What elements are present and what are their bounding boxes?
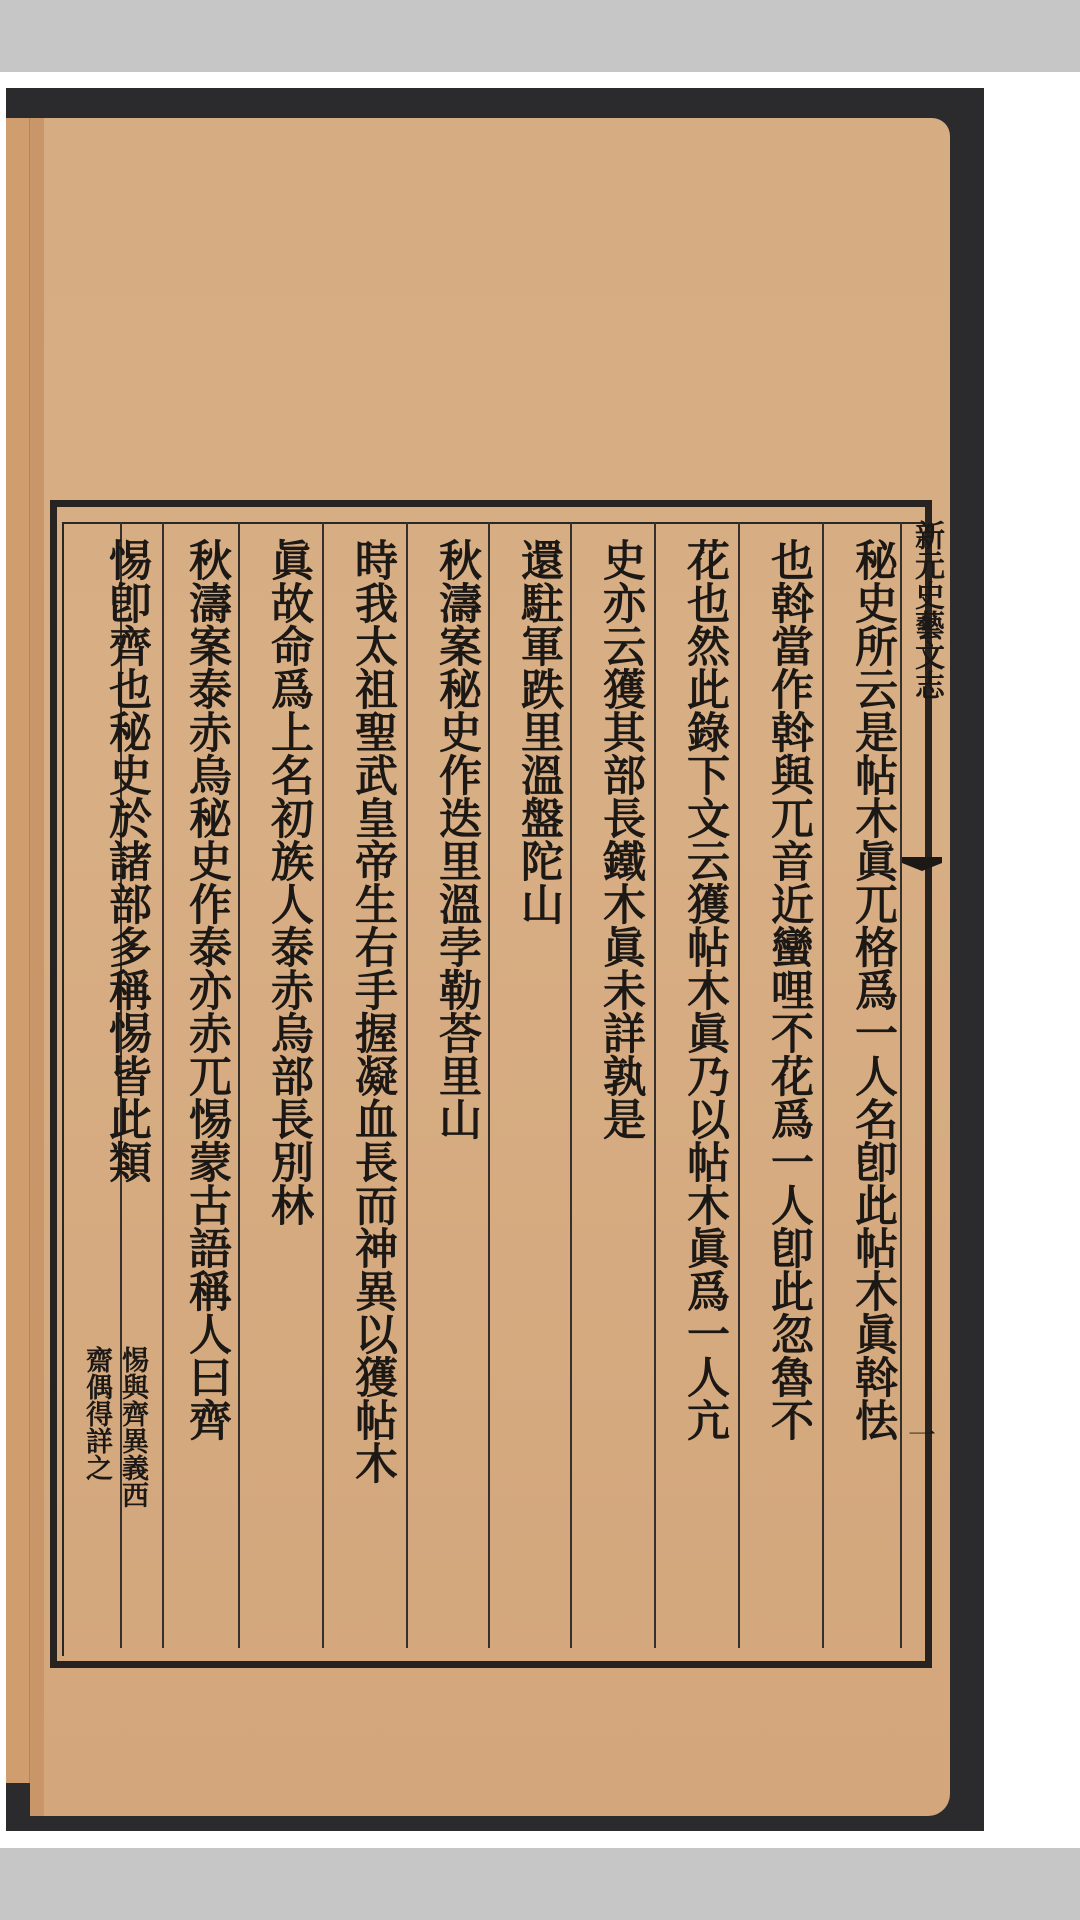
- text-column-10: 惕卽齊也秘史於諸部多稱惕皆此類: [102, 538, 152, 1183]
- column-rule: [322, 522, 324, 1648]
- folio-number: 一: [904, 1420, 937, 1448]
- column-rule: [406, 522, 408, 1648]
- text-column-6: 秋濤案秘史作迭里溫孛勒荅里山: [432, 538, 482, 1140]
- column-rule: [654, 522, 656, 1648]
- annotation-note-left: 齋偶得詳之: [81, 1346, 112, 1481]
- text-column-9: 秋濤案泰赤烏秘史作泰亦赤兀惕蒙古語稱人曰齊: [182, 538, 232, 1441]
- top-gray-band: [0, 0, 1080, 72]
- text-column-7: 時我太祖聖武皇帝生右手握凝血長而神異以獲帖木: [348, 538, 398, 1484]
- column-rule: [738, 522, 740, 1648]
- text-column-1: 秘史所云是帖木眞兀格爲一人名卽此帖木眞斡怯: [848, 538, 898, 1441]
- annotation-note-right: 惕與齊異義西: [117, 1346, 148, 1508]
- column-rule: [238, 522, 240, 1648]
- page-header-title: 新元史藝文志: [909, 520, 944, 700]
- page-fold-shadow: [30, 118, 44, 1816]
- text-column-2: 也斡當作斡與兀音近蠻哩不花爲一人卽此忽魯不: [764, 538, 814, 1441]
- text-column-8: 眞故命爲上名初族人泰赤烏部長別林: [264, 538, 314, 1226]
- column-rule: [570, 522, 572, 1648]
- bottom-gray-band: [0, 1848, 1080, 1920]
- text-column-4: 史亦云獲其部長鐵木眞未詳孰是: [596, 538, 646, 1140]
- column-rule: [162, 522, 164, 1648]
- column-rule: [488, 522, 490, 1648]
- text-column-3: 花也然此錄下文云獲帖木眞乃以帖木眞爲一人亢: [680, 538, 730, 1441]
- text-column-5: 還駐軍跌里溫盤陀山: [514, 538, 564, 925]
- column-rule: [900, 522, 902, 1648]
- book-spine-edge: [6, 118, 32, 1783]
- fish-tail-mark-icon: [902, 855, 942, 875]
- column-rule: [822, 522, 824, 1648]
